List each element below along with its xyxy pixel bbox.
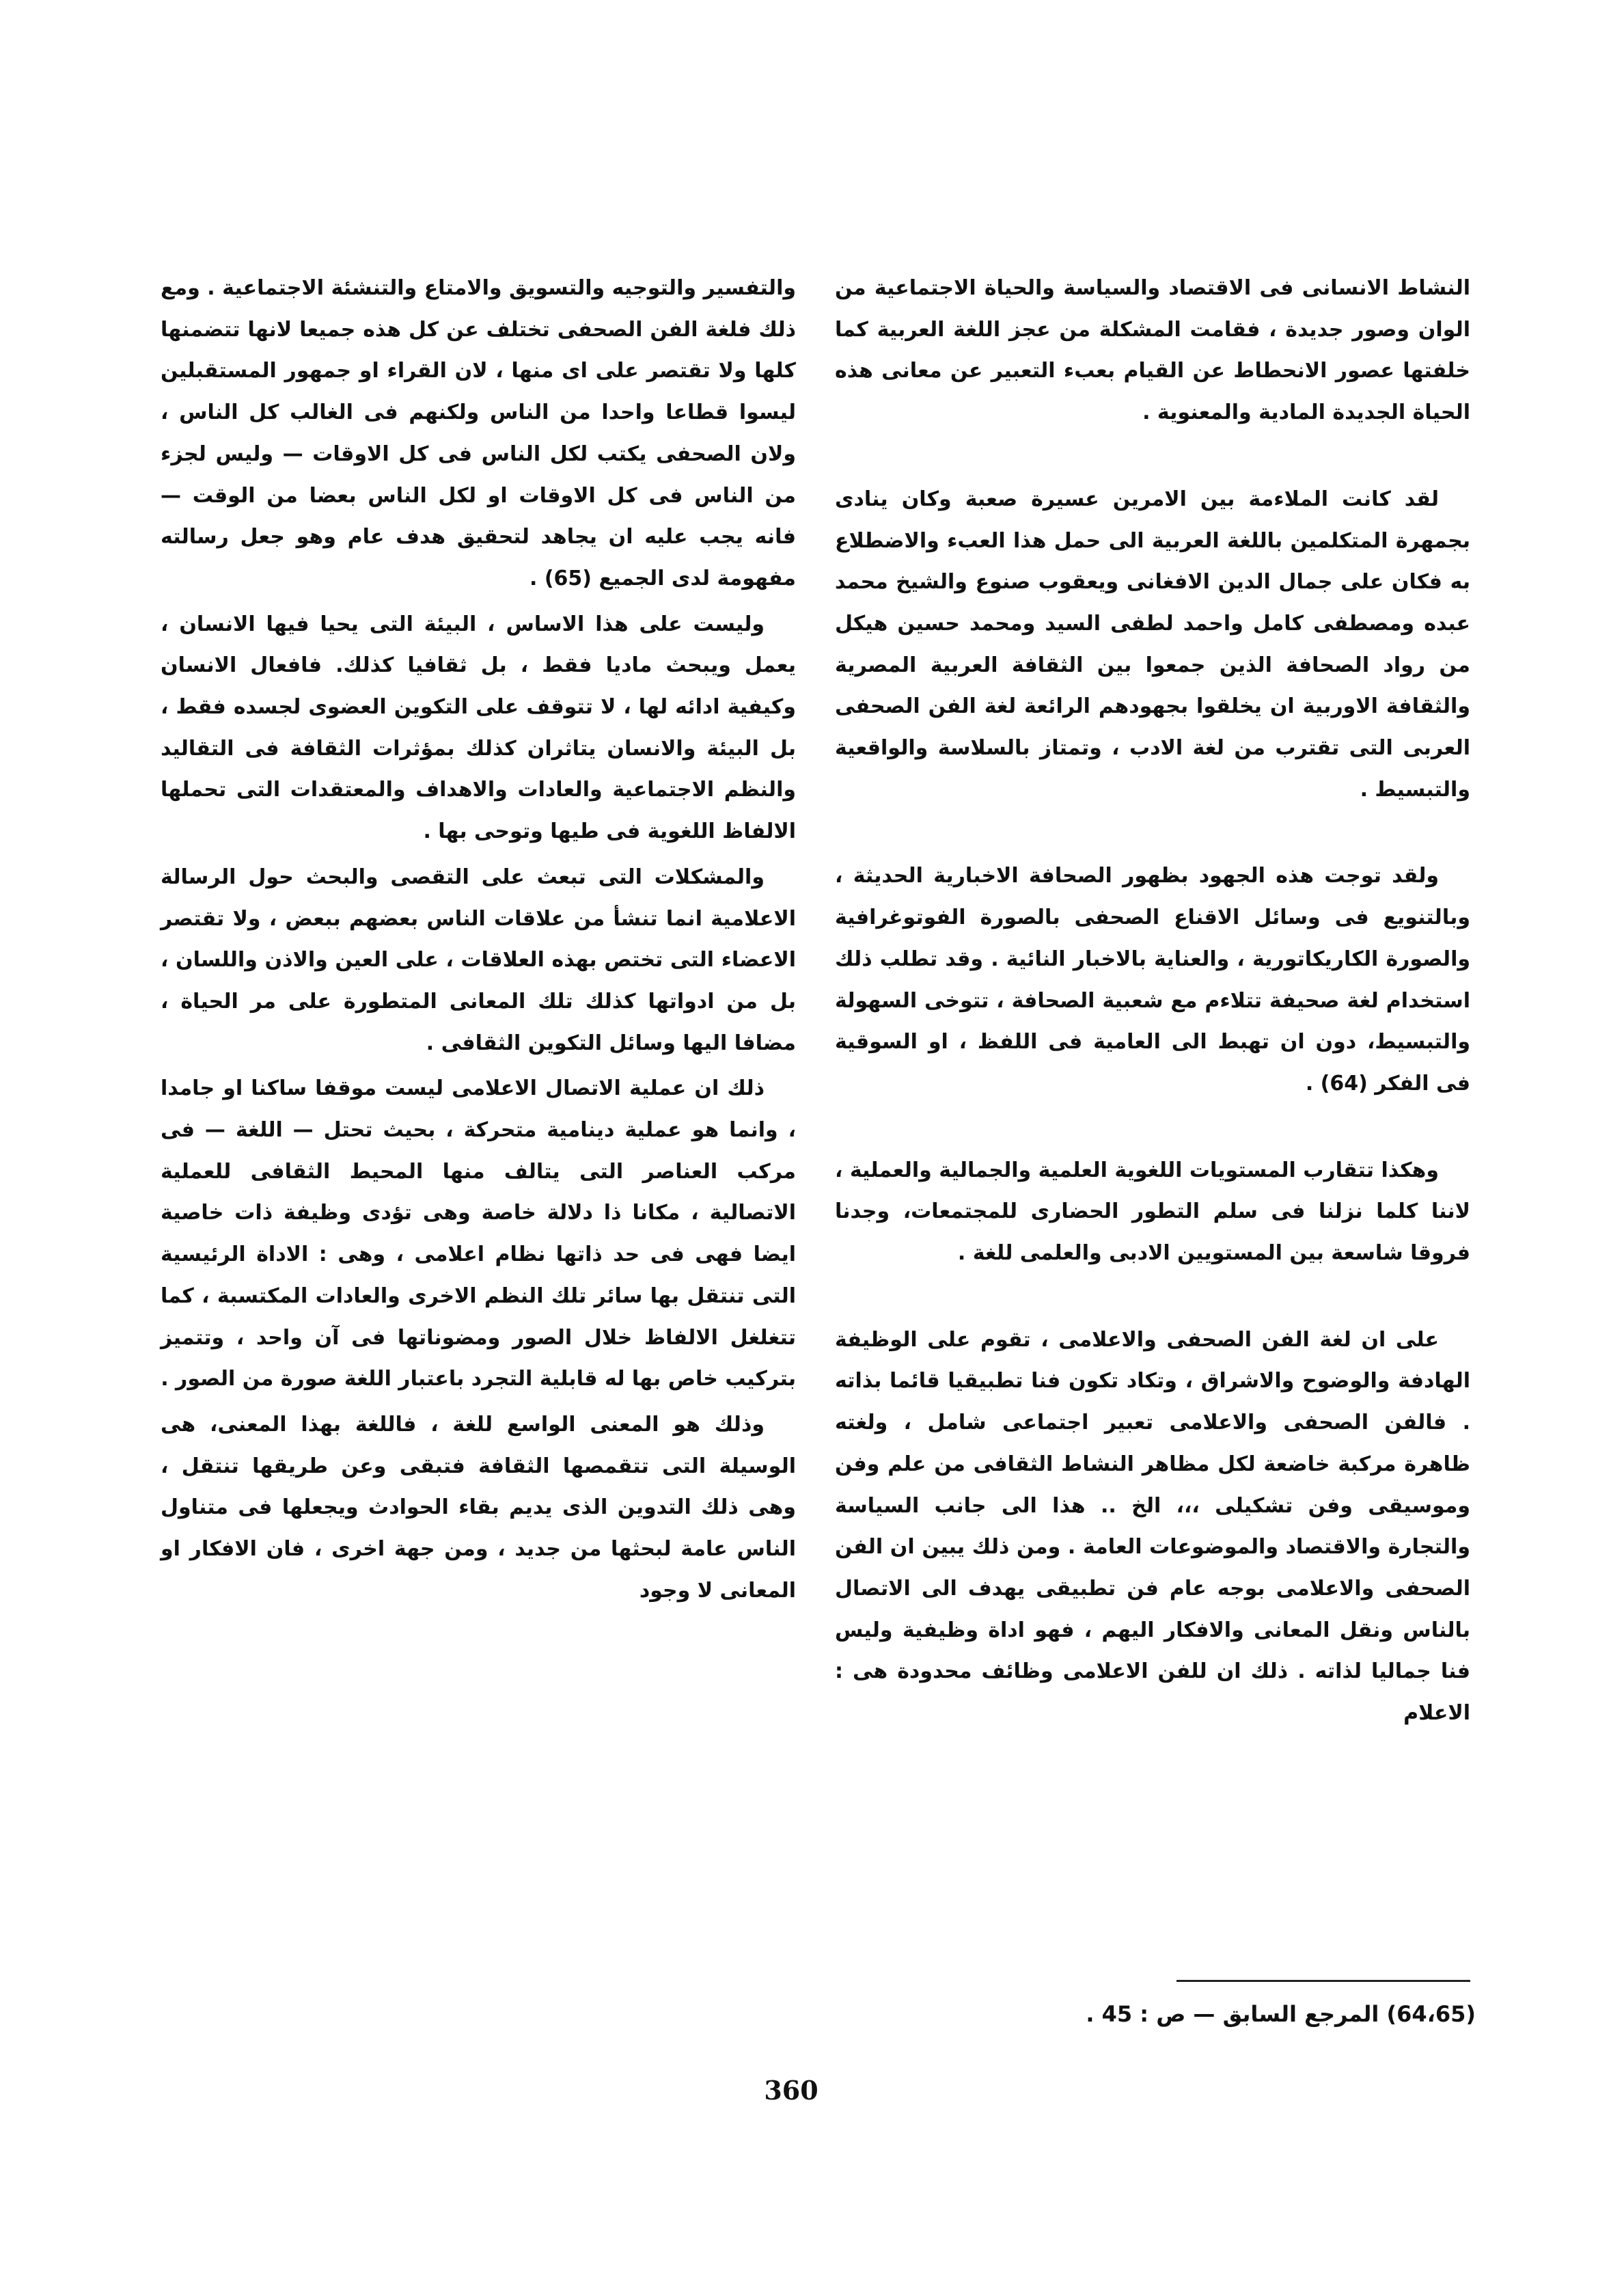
paragraph: ولقد توجت هذه الجهود بظهور الصحافة الاخبارية الحديثة ، وبالتنويع فى وسائل الاقناع الصحفى بالصورة الفوتوغرافية والصورة الكاريكاتورية ، والعناية بالاخبار النائية . وقد تطلب ذلك استخدام لغة صحيفة تتلاءم مع شعبية الصحافة ، تتوخى السهولة والتبسيط، دون ان تهبط الى العامية فى اللفظ ، او السوقية فى الفكر (64) . bbox=[835, 864, 1470, 1096]
page-number: 360 bbox=[764, 2075, 818, 2106]
paragraph: ذلك ان عملية الاتصال الاعلامى ليست موقفا ساكنا او جامدا ، وانما هو عملية دينامية متحركة ، بحيث تحتل — اللغة — فى مركب العناصر التى يتالف منها المحيط الثقافى للعملية الاتصالية ، مكانا ذا دلالة خاصة وهى تؤدى وظيفة ذات خاصية ايضا فهى فى حد ذاتها نظام اعلامى ، وهى : الاداة الرئيسية التى تنتقل بها سائر تلك النظم الاخرى والعادات المكتسبة ، كما تتغلغل الالفاظ خلال الصور ومضوناتها فى آن واحد ، وتتميز بتركيب خاص بها له قابلية التجرد باعتبار اللغة صورة من الصور . bbox=[161, 1076, 796, 1391]
footnote-divider bbox=[1176, 1980, 1470, 1982]
paragraph: لقد كانت الملاءمة بين الامرين عسيرة صعبة وكان ينادى بجمهرة المتكلمين باللغة العربية الى حمل هذا العبء والاضطلاع به فكان على جمال الدين الافغانى ويعقوب صنوع والشيخ محمد عبده ومصطفى كامل واحمد لطفى السيد ومحمد حسين هيكل من رواد الصحافة الذين جمعوا بين الثقافة العربية المصرية والثقافة الاوربية ان يخلقوا بجهودهم الرائعة لغة الفن الصحفى العربى التى تقترب من لغة الادب ، وتمتاز بالسلاسة والواقعية والتبسيط . bbox=[835, 487, 1470, 802]
paragraph: وهكذا تتقارب المستويات اللغوية العلمية والجمالية والعملية ، لاننا كلما نزلنا فى سلم التطور الحضارى للمجتمعات، وجدنا فروقا شاسعة بين المستويين الادبى والعلمى للغة . bbox=[835, 1158, 1470, 1266]
paragraph: النشاط الانسانى فى الاقتصاد والسياسة والحياة الاجتماعية من الوان وصور جديدة ، فقامت المشكلة من عجز اللغة العربية كما خلفتها عصور الانحطاط عن القيام بعبء التعبير عن معانى هذه الحياة الجديدة المادية والمعنوية . bbox=[835, 276, 1470, 425]
footnote: (64،65) المرجع السابق — ص : 45 . bbox=[1086, 2001, 1476, 2027]
paragraph: وذلك هو المعنى الواسع للغة ، فاللغة بهذا المعنى، هى الوسيلة التى تتقمصها الثقافة فتبقى وعن طريقها تنتقل ، وهى ذلك التدوين الذى يديم بقاء الحوادث ويجعلها فى متناول الناس عامة لبحثها من جديد ، ومن جهة اخرى ، فان الافكار او المعانى لا وجود bbox=[161, 1412, 796, 1603]
paragraph: وليست على هذا الاساس ، البيئة التى يحيا فيها الانسان ، يعمل ويبحث ماديا فقط ، بل ثقافيا كذلك. فافعال الانسان وكيفية ادائه لها ، لا تتوقف على التكوين العضوى لجسده فقط ، بل البيئة والانسان يتاثران كذلك بمؤثرات الثقافة فى التقاليد والنظم الاجتماعية والعادات والاهداف والمعتقدات التى تحملها الالفاظ اللغوية فى طيها وتوحى بها . bbox=[161, 612, 796, 844]
paragraph: والتفسير والتوجيه والتسويق والامتاع والتنشئة الاجتماعية . ومع ذلك فلغة الفن الصحفى تختلف عن كل هذه جميعا لانها تتضمنها كلها ولا تقتصر على اى منها ، لان القراء او جمهور المستقبلين ليسوا قطاعا واحدا من الناس ولكنهم فى الغالب كل الناس ، ولان الصحفى يكتب لكل الناس فى كل الاوقات — وليس لجزء من الناس فى كل الاوقات او لكل الناس بعضا من الوقت — فانه يجب عليه ان يجاهد لتحقيق هدف عام وهو جعل رسالته مفهومة لدى الجميع (65) . bbox=[161, 276, 796, 590]
right-column bbox=[835, 268, 1470, 1735]
paragraph: على ان لغة الفن الصحفى والاعلامى ، تقوم على الوظيفة الهادفة والوضوح والاشراق ، وتكاد تكون فنا تطبيقيا قائما بذاته . فالفن الصحفى والاعلامى تعبير اجتماعى شامل ، ولغته ظاهرة مركبة خاضعة لكل مظاهر النشاط الثقافى من علم وفن وموسيقى وفن تشكيلى ،،، الخ .. هذا الى جانب السياسة والتجارة والاقتصاد والموضوعات العامة . ومن ذلك يبين ان الفن الصحفى والاعلامى بوجه عام فن تطبيقى يهدف الى الاتصال بالناس ونقل المعانى والافكار اليهم ، فهو اداة وظيفية وليس فنا جماليا لذاته . ذلك ان للفن الاعلامى وظائف محدودة هى : الاعلام bbox=[835, 1327, 1470, 1726]
left-column bbox=[161, 268, 796, 1612]
paragraph: والمشكلات التى تبعث على التقصى والبحث حول الرسالة الاعلامية انما تنشأ من علاقات الناس بعضهم ببعض ، ولا تقتصر الاعضاء التى تختص بهذه العلاقات ، على العين والاذن واللسان ، بل من ادواتها كذلك تلك المعانى المتطورة على مر الحياة ، مضافا اليها وسائل التكوين الثقافى . bbox=[161, 865, 796, 1055]
